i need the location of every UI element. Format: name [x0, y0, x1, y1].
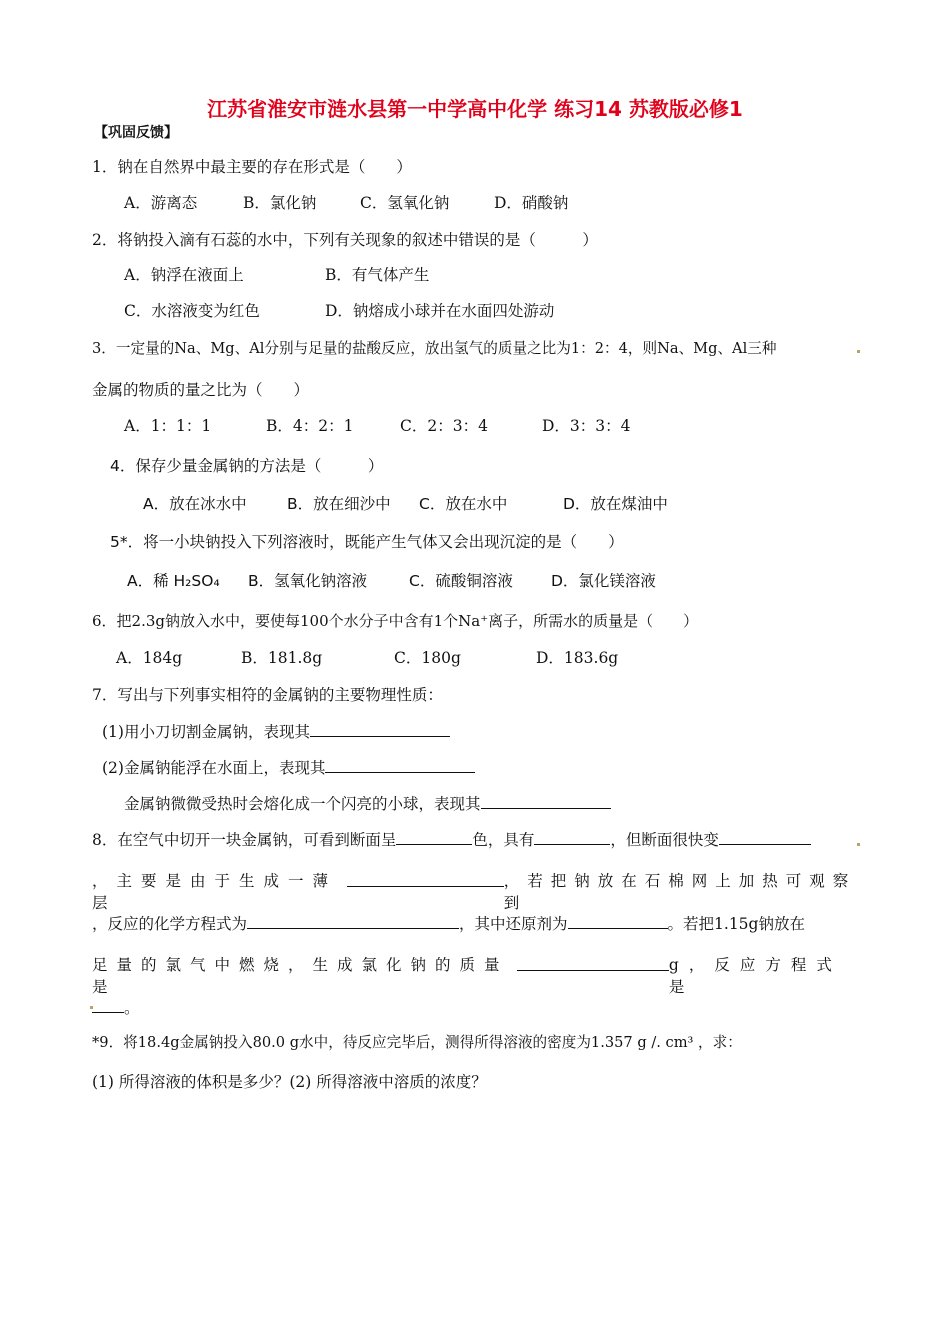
answer-blank[interactable] — [719, 828, 811, 845]
answer-blank[interactable] — [325, 756, 475, 773]
answer-blank[interactable] — [310, 720, 450, 737]
q7-item-3 — [124, 792, 611, 815]
answer-blank[interactable] — [568, 912, 668, 929]
answer-blank[interactable] — [92, 996, 124, 1013]
question-3-stem: 3．一定量的Na、Mg、Al分别与足量的盐酸反应，放出氢气的质量之比为1：2：4，则Na、Mg、Al三种 — [92, 340, 777, 357]
q3-option-c: C．2：3：4 — [400, 417, 488, 435]
q1-option-c: C．氢氧化钠 — [360, 194, 450, 212]
q4-option-c: C．放在水中 — [419, 495, 508, 513]
answer-blank[interactable] — [347, 870, 503, 887]
q8-text-10: g，反应方程式是 — [668, 956, 842, 996]
q8-text-3: ，但断面很快变 — [610, 831, 719, 849]
q3-option-d: D．3：3：4 — [542, 417, 631, 435]
question-5-stem: 5*．将一小块钠投入下列溶液时，既能产生气体又会出现沉淀的是（ ） — [110, 533, 624, 551]
answer-blank[interactable] — [517, 954, 669, 971]
scan-dot — [857, 350, 860, 353]
q5-option-d: D．氯化镁溶液 — [551, 572, 656, 590]
q7-item-1 — [102, 720, 450, 743]
q8-text-5: ，若把钠放在石棉网上加热可观察到 — [503, 872, 857, 912]
question-9-stem: *9．将18.4g金属钠投入80.0 g水中，待反应完毕后，测得所得溶液的密度为1.357 g /. cm³ ，求： — [92, 1034, 742, 1051]
q3-option-a: A．1：1：1 — [124, 417, 212, 435]
q6-option-a: A．184g — [116, 649, 183, 667]
q8-line-3 — [92, 912, 805, 935]
q1-option-d: D．硝酸钠 — [494, 194, 569, 212]
q1-option-b: B．氯化钠 — [243, 194, 317, 212]
q8-text-11: 。 — [124, 999, 140, 1017]
q8-line-2 — [92, 870, 860, 914]
question-7-stem: 7．写出与下列事实相符的金属钠的主要物理性质： — [92, 686, 443, 704]
q4-option-d: D．放在煤油中 — [563, 495, 668, 513]
q5-option-b: B．氢氧化钠溶液 — [248, 572, 368, 590]
question-4-stem: 4．保存少量金属钠的方法是（ ） — [110, 457, 384, 475]
q8-line-1 — [92, 828, 811, 851]
q8-text-1: 8．在空气中切开一块金属钠，可看到断面呈 — [92, 831, 397, 849]
question-3-stem-continued: 金属的物质的量之比为（ ） — [92, 381, 310, 399]
scan-dot — [857, 843, 860, 846]
q2-option-c: C．水溶液变为红色 — [124, 302, 260, 320]
section-heading: 【巩固反馈】 — [94, 125, 178, 141]
q6-option-d: D．183.6g — [536, 649, 619, 667]
question-1-stem: 1．钠在自然界中最主要的存在形式是（ ） — [92, 158, 412, 176]
q7-item-2-text: (2)金属钠能浮在水面上，表现其 — [102, 759, 326, 777]
q4-option-b: B．放在细沙中 — [287, 495, 391, 513]
q8-text-7: ，其中还原剂为 — [459, 915, 568, 933]
q7-item-2 — [102, 756, 475, 779]
answer-blank[interactable] — [481, 792, 611, 809]
question-2-stem: 2．将钠投入滴有石蕊的水中，下列有关现象的叙述中错误的是（ ） — [92, 231, 598, 249]
q8-line-4 — [92, 954, 860, 998]
answer-blank[interactable] — [534, 828, 610, 845]
q2-option-a: A．钠浮在液面上 — [124, 266, 244, 284]
answer-blank[interactable] — [247, 912, 459, 929]
q8-text-4: ，主要是由于生成一薄层 — [92, 872, 338, 912]
q7-item-3-text: 金属钠微微受热时会熔化成一个闪亮的小球，表现其 — [124, 795, 481, 813]
q5-option-c: C．硫酸铜溶液 — [409, 572, 513, 590]
answer-blank[interactable] — [396, 828, 472, 845]
q8-text-2: 色，具有 — [472, 831, 535, 849]
q7-item-1-text: (1)用小刀切割金属钠，表现其 — [102, 723, 310, 741]
q8-text-6: ，反应的化学方程式为 — [92, 915, 248, 933]
q8-text-8: 。若把1.15g钠放在 — [667, 915, 805, 933]
question-9-subquestions: (1) 所得溶液的体积是多少？(2) 所得溶液中溶质的浓度？ — [92, 1073, 487, 1091]
question-6-stem: 6．把2.3g钠放入水中，要使每100个水分子中含有1个Na⁺离子，所需水的质量是（ ） — [92, 612, 699, 630]
q2-option-b: B．有气体产生 — [325, 266, 430, 284]
document-title: 江苏省淮安市涟水县第一中学高中化学 练习14 苏教版必修1 — [207, 97, 743, 121]
q8-text-9: 足量的氯气中燃烧，生成氯化钠的质量是 — [92, 956, 509, 996]
q8-line-5 — [92, 996, 140, 1019]
q1-option-a: A．游离态 — [124, 194, 198, 212]
q3-option-b: B．4：2：1 — [266, 417, 354, 435]
q6-option-c: C．180g — [394, 649, 461, 667]
q4-option-a: A．放在冰水中 — [143, 495, 247, 513]
q6-option-b: B．181.8g — [241, 649, 323, 667]
q2-option-d: D．钠熔成小球并在水面四处游动 — [325, 302, 555, 320]
scan-dot — [90, 1006, 93, 1009]
q5-option-a: A．稀 H₂SO₄ — [127, 572, 220, 590]
